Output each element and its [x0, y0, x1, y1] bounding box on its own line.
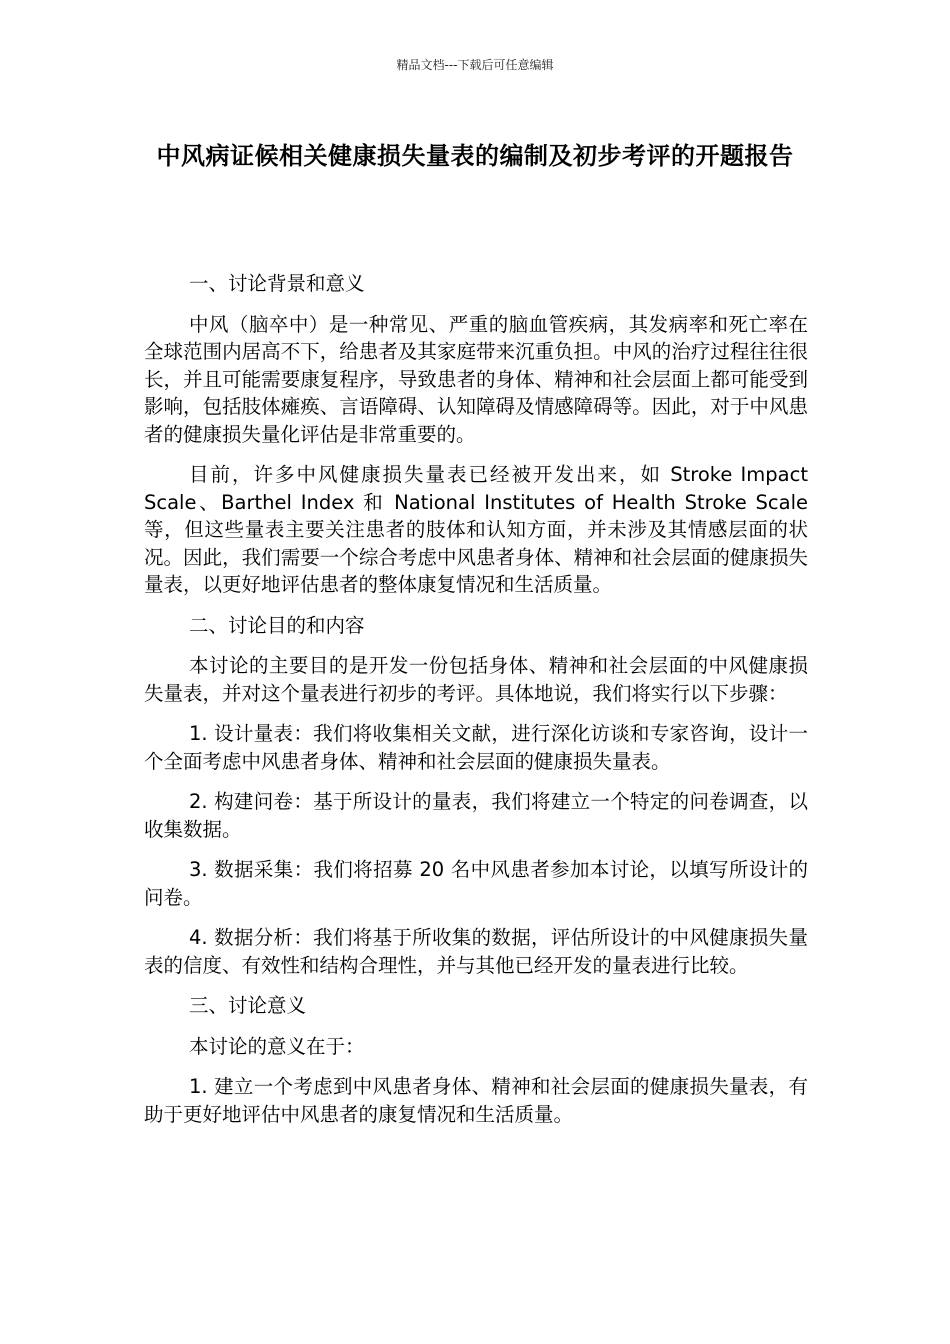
section-heading-background: 一、讨论背景和意义 — [189, 272, 365, 295]
list-item-step-4: 4. 数据分析：我们将基于所收集的数据，评估所设计的中风健康损失量表的信度、有效性和结构合理性，并与其他已经开发的量表进行比较。 — [144, 926, 808, 977]
paragraph-background-1: 中风（脑卒中）是一种常见、严重的脑血管疾病，其发病率和死亡率在全球范围内居高不下，给患者及其家庭带来沉重负担。中风的治疗过程往往很长，并且可能需要康复程序，导致患者的身体、精神和社会层面上都可能受到影响，包括肢体瘫痪、言语障碍、认知障碍及情感障碍等。因此，对于中风患者的健康损失量化评估是非常重要的。 — [144, 312, 808, 446]
paragraph-purpose: 本讨论的主要目的是开发一份包括身体、精神和社会层面的中风健康损失量表，并对这个量表进行初步的考评。具体地说，我们将实行以下步骤： — [144, 654, 808, 705]
list-item-step-2: 2. 构建问卷：基于所设计的量表，我们将建立一个特定的问卷调查，以收集数据。 — [144, 790, 808, 841]
list-item-step-1: 1. 设计量表：我们将收集相关文献，进行深化访谈和专家咨询，设计一个全面考虑中风患者身体、精神和社会层面的健康损失量表。 — [144, 722, 808, 773]
section-heading-purpose: 二、讨论目的和内容 — [189, 613, 365, 637]
header-note: 精品文档---下载后可任意编辑 — [396, 58, 554, 72]
paragraph-background-2: 目前，许多中风健康损失量表已经被开发出来，如 Stroke Impact Scale、Barthel Index 和 National Institutes of Health Stroke Scale 等，但这些量表主要关注患者的肢体和认知方面，并未涉及其情感层面的状况。因此，我们需要一个综合考虑中风患者身体、精神和社会层面的健康损失量表，以更好地评估患者的整体康复情况和生活质量。 — [144, 463, 808, 596]
section-heading-significance: 三、讨论意义 — [189, 994, 307, 1017]
paragraph-significance-intro: 本讨论的意义在于： — [189, 1034, 365, 1058]
list-item-significance-1: 1. 建立一个考虑到中风患者身体、精神和社会层面的健康损失量表，有助于更好地评估中风患者的康复情况和生活质量。 — [144, 1075, 808, 1126]
list-item-step-3: 3. 数据采集：我们将招募 20 名中风患者参加本讨论，以填写所设计的问卷。 — [144, 858, 808, 909]
document-body — [144, 270, 808, 1141]
document-title: 中风病证候相关健康损失量表的编制及初步考评的开题报告 — [156, 142, 794, 170]
